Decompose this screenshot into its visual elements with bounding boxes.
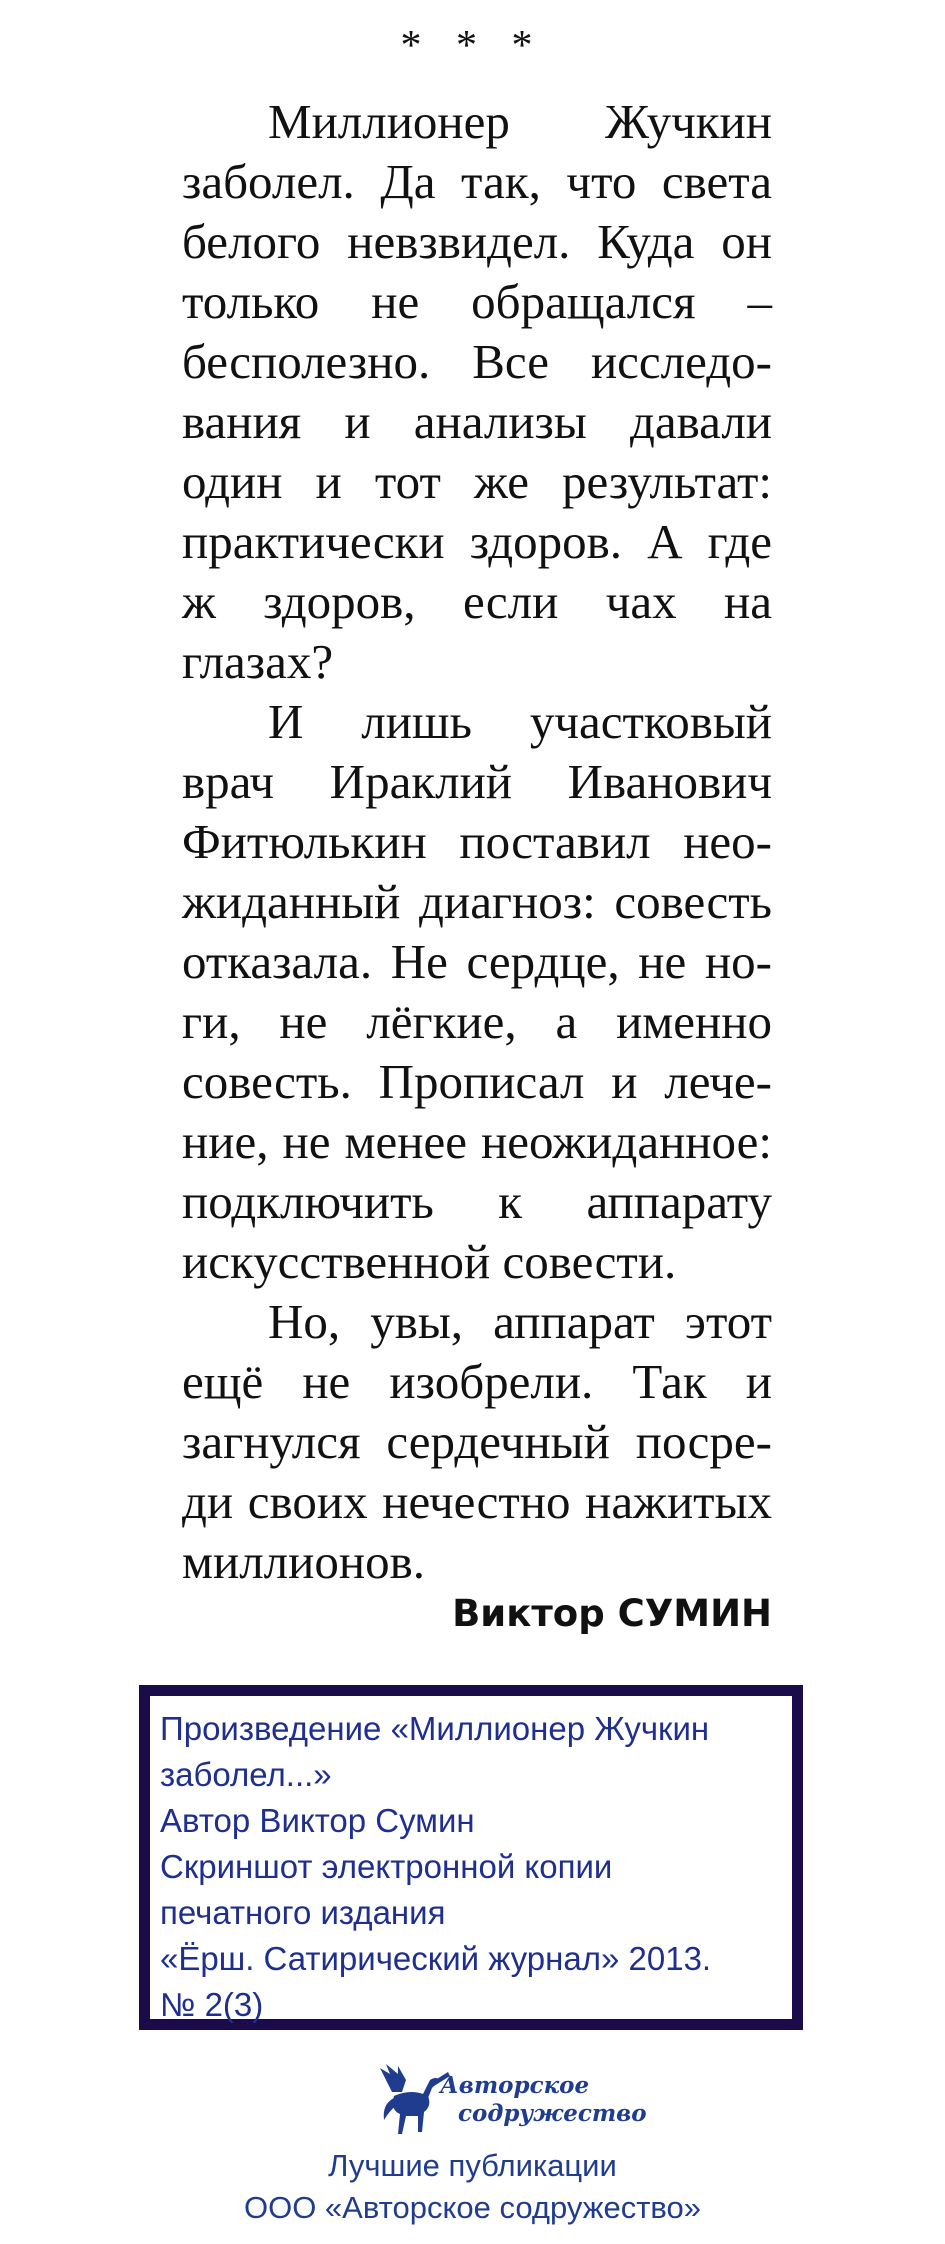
section-separator: * * * [400,23,545,69]
footer-tagline: Лучшие публикации [328,2148,617,2183]
publisher-logo [372,2062,647,2142]
info-line-4: Скриншот электронной копии [160,1848,613,1885]
info-line-6: «Ёрш. Сатирический журнал» 2013. [160,1940,712,1977]
story-author: Виктор СУМИН [452,1592,772,1635]
info-line-2: заболел...» [160,1756,332,1793]
info-line-7: № 2(3) [160,1986,264,2023]
story-paragraph-2: И лишь участковый врач Ираклий Иванович Фитюлькин поставил неожиданный диагноз: совесть отказала. Не сердце, не ноги, не лёгкие, а именно совесть. Прописал и лечение, не менее неожиданное: подключить к аппарату искусственной совести. [182,694,772,1289]
info-line-3: Автор Виктор Сумин [160,1802,475,1839]
info-line-1: Произведение «Миллионер Жучкин [160,1710,710,1747]
story-paragraph-1: Миллионер Жучкин заболел. Да так, что света белого невзвидел. Куда он только не обращался – бесполезно. Все исследования и анализы давали один и тот же результат: практически здоров. А где ж здоров, если чах на глазах? [182,94,772,689]
info-line-5: печатного издания [160,1894,446,1931]
footer-company: ООО «Авторское содружество» [243,2190,701,2225]
story-paragraph-3: Но, увы, аппарат этот ещё не изобрели. Так и загнулся сердечный посреди своих нечестно нажитых миллионов. [182,1294,772,1589]
story-text [182,92,772,1592]
logo-text-line-2: содружество [458,2100,647,2127]
logo-text-line-1: Авторское [440,2072,590,2099]
